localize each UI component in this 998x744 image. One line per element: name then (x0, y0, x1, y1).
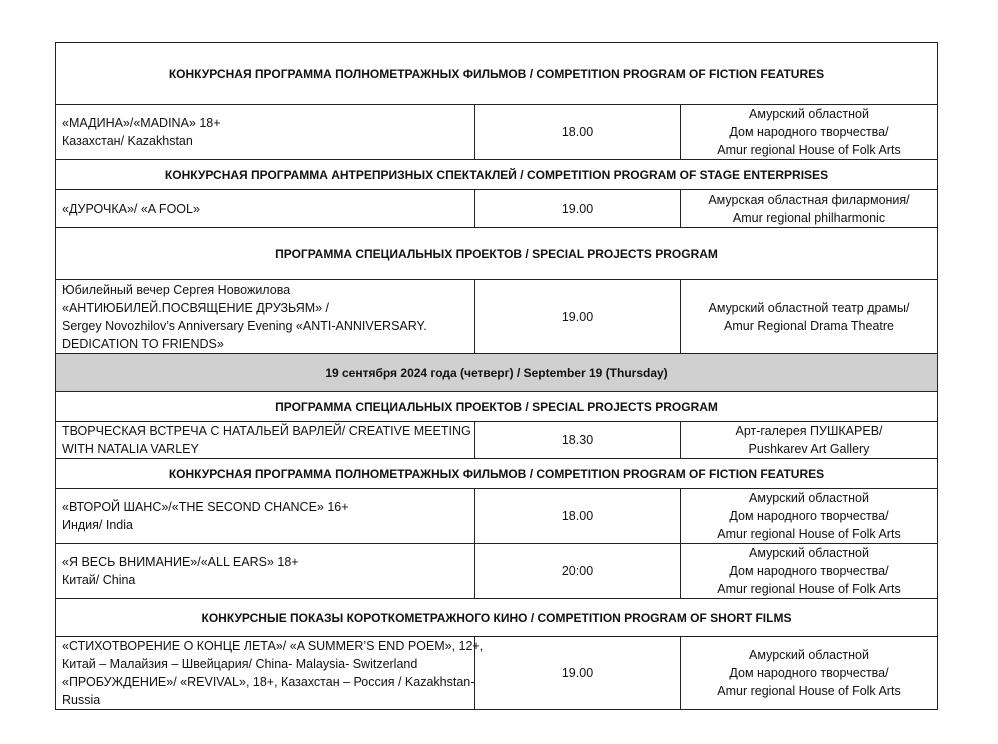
venue-line: Amur regional House of Folk Arts (717, 684, 901, 698)
event-line: Казахстан/ Kazakhstan (62, 134, 193, 148)
venue-line: Амурский областной (749, 648, 869, 662)
event-line: Sergey Novozhilov’s Anniversary Evening «ANTI-ANNIVERSARY. (62, 318, 427, 333)
venue-cell (681, 489, 938, 544)
section-heading: КОНКУРСНАЯ ПРОГРАММА АНТРЕПРИЗНЫХ СПЕКТАКЛЕЙ / COMPETITION PROGRAM OF STAGE ENTERPRISES (56, 160, 938, 190)
table-row (56, 489, 938, 544)
event-line: Russia (62, 693, 101, 707)
schedule-table (55, 42, 938, 710)
table-row (56, 280, 938, 354)
section-heading: ПРОГРАММА СПЕЦИАЛЬНЫХ ПРОЕКТОВ / SPECIAL PROJECTS PROGRAM (56, 392, 938, 422)
venue-line: Амурский областной театр драмы/ (708, 300, 910, 315)
event-line: «МАДИНА»/«MADINA» 18+ (62, 116, 221, 130)
venue-cell (681, 105, 938, 160)
time-cell: 19.00 (475, 190, 681, 228)
section-header-row (56, 43, 938, 105)
table-row (56, 190, 938, 228)
section-header-row (56, 392, 938, 422)
date-row (56, 354, 938, 392)
event-line: DEDICATION TO FRIENDS» (62, 336, 224, 351)
section-header-row (56, 459, 938, 489)
event-line: «СТИХОТВОРЕНИЕ О КОНЦЕ ЛЕТА»/ «A SUMMER’S END POEM», 12+, (62, 639, 484, 653)
section-heading: КОНКУРСНЫЕ ПОКАЗЫ КОРОТКОМЕТРАЖНОГО КИНО / COMPETITION PROGRAM OF SHORT FILMS (56, 599, 938, 637)
section-header-row (56, 228, 938, 280)
venue-cell (681, 544, 938, 599)
event-line: ТВОРЧЕСКАЯ ВСТРЕЧА С НАТАЛЬЕЙ ВАРЛЕЙ/ CREATIVE MEETING (62, 424, 471, 438)
venue-line: Арт-галерея ПУШКАРЕВ/ (735, 424, 883, 438)
event-cell (56, 422, 475, 459)
event-line: «ВТОРОЙ ШАНС»/«THE SECOND CHANCE» 16+ (62, 500, 349, 514)
time-cell: 18.30 (475, 422, 681, 459)
venue-cell (681, 280, 938, 354)
event-line: Индия/ India (62, 518, 133, 532)
venue-line: Дом народного творчества/ (729, 564, 889, 578)
event-cell (56, 544, 475, 599)
event-line: «ПРОБУЖДЕНИЕ»/ «REVIVAL», 18+, Казахстан – Россия / Kazakhstan- (62, 675, 475, 689)
venue-line: Amur Regional Drama Theatre (724, 318, 894, 333)
section-heading: ПРОГРАММА СПЕЦИАЛЬНЫХ ПРОЕКТОВ / SPECIAL PROJECTS PROGRAM (56, 228, 938, 280)
event-line: «АНТИЮБИЛЕЙ.ПОСВЯЩЕНИЕ ДРУЗЬЯМ» / (62, 300, 330, 315)
venue-line: Дом народного творчества/ (729, 666, 889, 680)
event-cell (56, 637, 484, 710)
event-line: «Я ВЕСЬ ВНИМАНИЕ»/«ALL EARS» 18+ (62, 555, 299, 569)
table-row (56, 637, 938, 710)
time-cell: 20:00 (475, 544, 681, 599)
time-cell: 18.00 (475, 489, 681, 544)
event-line: Китай – Малайзия – Швейцария/ China- Malaysia- Switzerland (62, 657, 418, 671)
venue-line: Amur regional House of Folk Arts (717, 527, 901, 541)
event-line: Китай/ China (62, 573, 136, 587)
venue-line: Amur regional philharmonic (732, 210, 886, 225)
venue-line: Дом народного творчества/ (729, 125, 889, 139)
event-line: WITH NATALIA VARLEY (62, 442, 199, 456)
event-cell (56, 105, 475, 160)
venue-line: Pushkarev Art Gallery (748, 442, 870, 456)
venue-cell (681, 422, 938, 459)
date-heading: 19 сентября 2024 года (четверг) / September 19 (Thursday) (56, 354, 938, 392)
section-heading: КОНКУРСНАЯ ПРОГРАММА ПОЛНОМЕТРАЖНЫХ ФИЛЬМОВ / COMPETITION PROGRAM OF FICTION FEATURES (56, 43, 938, 105)
venue-line: Амурский областной (749, 546, 869, 560)
venue-line: Amur regional House of Folk Arts (717, 582, 901, 596)
section-header-row (56, 599, 938, 637)
table-row (56, 422, 938, 459)
venue-cell (681, 190, 938, 228)
venue-line: Амурский областной (749, 491, 869, 505)
event-line: Юбилейный вечер Сергея Новожилова (62, 282, 291, 297)
time-cell: 18.00 (475, 105, 681, 160)
venue-line: Амурский областной (749, 107, 869, 121)
time-cell: 19.00 (475, 280, 681, 354)
venue-line: Амурская областная филармония/ (708, 192, 910, 207)
table-row (56, 544, 938, 599)
venue-cell (681, 637, 938, 710)
event-line: «ДУРОЧКА»/ «A FOOL» (62, 201, 200, 216)
section-header-row (56, 160, 938, 190)
venue-line: Amur regional House of Folk Arts (717, 143, 901, 157)
event-cell (56, 280, 475, 354)
table-row (56, 105, 938, 160)
event-cell (56, 190, 475, 228)
venue-line: Дом народного творчества/ (729, 509, 889, 523)
schedule-body (56, 43, 938, 710)
time-cell: 19.00 (475, 637, 681, 710)
event-cell (56, 489, 475, 544)
section-heading: КОНКУРСНАЯ ПРОГРАММА ПОЛНОМЕТРАЖНЫХ ФИЛЬМОВ / COMPETITION PROGRAM OF FICTION FEATURES (56, 459, 938, 489)
